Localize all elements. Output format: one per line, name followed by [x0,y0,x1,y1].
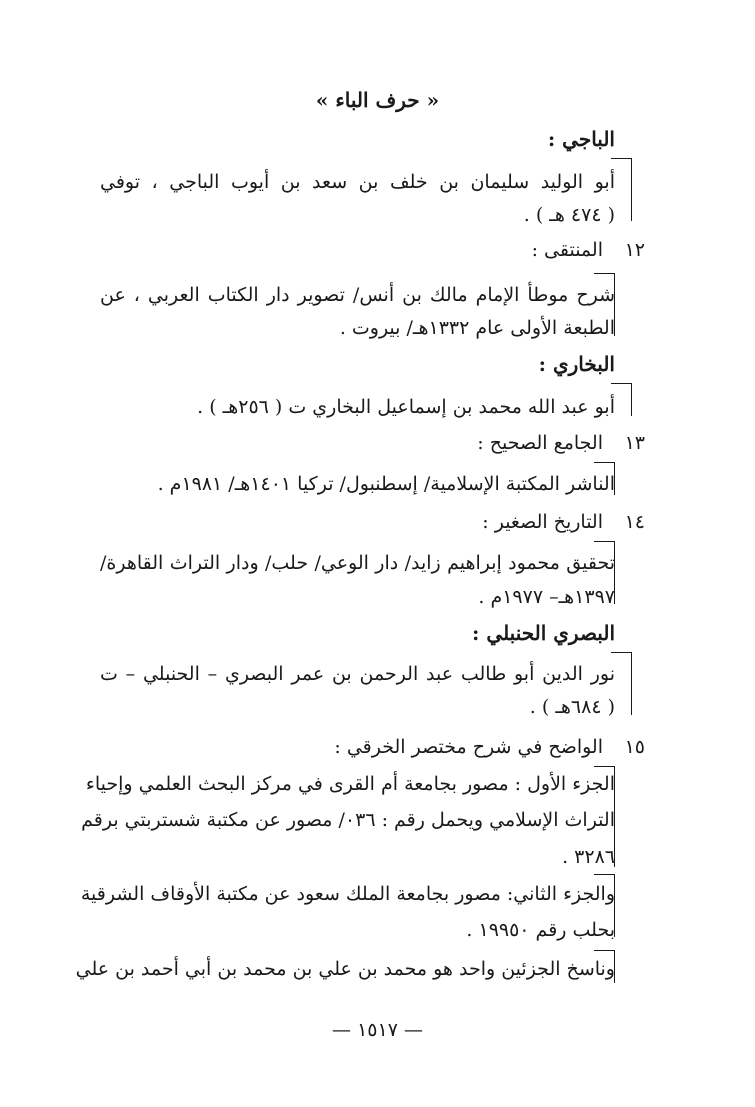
entry-text-line: الجزء الأول : مصور بجامعة أم القرى في مركز البحث العلمي وإحياء [85,773,615,795]
author-bio-line: ( ٦٨٤هـ ) . [529,696,615,718]
entry-number: ١٥ [624,736,645,758]
author-heading: البصري الحنبلي : [472,621,615,645]
entry-text-line: والجزء الثاني: مصور بجامعة الملك سعود عن مكتبة الأوقاف الشرقية [80,883,615,905]
entry-number: ١٢ [624,239,645,261]
entry-number: ١٣ [624,432,645,454]
entry-title: الجامع الصحيح : [477,432,603,454]
entry-title: التاريخ الصغير : [482,511,603,533]
entry-text-line: بحلب رقم ١٩٩٥٠ . [466,919,615,941]
author-heading: البخاري : [538,352,615,376]
entry-text-line: ١٣٩٧هـ– ١٩٧٧م . [478,586,615,608]
author-bio-line: أبو الوليد سليمان بن خلف بن سعد بن أيوب الباجي ، توفي [100,171,615,193]
section-title: « حرف الباء » [315,88,440,112]
page-number: — ١٥١٧ — [332,1019,423,1041]
author-bio-line: نور الدين أبو طالب عبد الرحمن بن عمر البصري – الحنبلي – ت [100,663,615,685]
entry-title: الواضح في شرح مختصر الخرقي : [334,736,603,758]
author-heading: الباجي : [547,127,615,151]
entry-number: ١٤ [624,511,645,533]
entry-text-line: شرح موطأ الإمام مالك بن أنس/ تصوير دار الكتاب العربي ، عن [100,284,615,306]
entry-text-line: الطبعة الأولى عام ١٣٣٢هـ/ بيروت . [339,317,615,339]
entry-text-line: الناشر المكتبة الإسلامية/ إسطنبول/ تركيا ١٤٠١هـ/ ١٩٨١م . [157,473,615,495]
author-bio-line: أبو عبد الله محمد بن إسماعيل البخاري ت ( ٢٥٦هـ ) . [197,396,615,418]
entry-text-line: وناسخ الجزئين واحد هو محمد بن علي بن محمد بن أبي أحمد بن علي [75,958,615,980]
entry-text-line: تحقيق محمود إبراهيم زايد/ دار الوعي/ حلب/ ودار التراث القاهرة/ [100,552,615,574]
entry-text-line: ٣٢٨٦ . [562,846,615,868]
entry-text-line: التراث الإسلامي ويحمل رقم : ٠٣٦/ مصور عن مكتبة شستربتي برقم [81,809,615,831]
author-bio-line: ( ٤٧٤ هـ ) . [523,204,615,226]
entry-title: المنتقى : [531,239,603,261]
